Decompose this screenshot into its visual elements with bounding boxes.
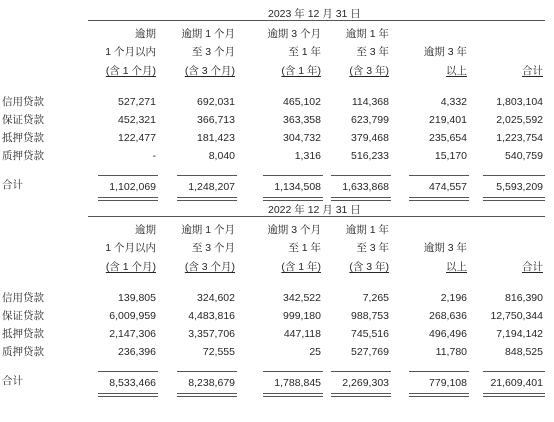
total-double-rule	[263, 393, 323, 394]
table-cell: 219,401	[429, 114, 467, 126]
total-cell: 1,134,508	[274, 181, 321, 193]
table-cell: 1,316	[294, 150, 321, 162]
column-header: (含 3 个月)	[184, 65, 235, 77]
table-cell: 235,654	[429, 132, 467, 144]
column-header: 至 1 年	[288, 242, 321, 254]
column-header: 逾期 1 个月	[181, 28, 235, 40]
total-cell: 8,238,679	[188, 377, 235, 389]
total-double-rule	[98, 393, 158, 394]
total-cell: 5,593,209	[496, 181, 543, 193]
total-cell: 8,533,466	[109, 377, 156, 389]
table-cell: 122,477	[118, 132, 156, 144]
column-header: (含 3 年)	[349, 261, 389, 273]
column-header: (含 1 个月)	[105, 261, 156, 273]
total-top-rule	[177, 175, 237, 176]
total-double-rule	[483, 393, 545, 394]
total-double-rule	[177, 393, 237, 394]
total-double-rule	[409, 396, 469, 397]
total-cell: 21,609,401	[490, 377, 543, 389]
table-block	[0, 0, 554, 196]
column-header: (含 1 个月)	[105, 65, 156, 77]
table-cell: 379,468	[351, 132, 389, 144]
row-label: 质押贷款	[2, 346, 44, 358]
table-cell: 7,265	[362, 292, 389, 304]
total-top-rule	[331, 175, 391, 176]
column-header: 逾期 3 年	[423, 46, 467, 58]
table-cell: 8,040	[208, 150, 235, 162]
table-cell: 988,753	[351, 310, 389, 322]
total-top-rule	[483, 175, 545, 176]
column-header: (含 1 年)	[281, 261, 321, 273]
column-header: 至 3 年	[356, 242, 389, 254]
total-top-rule	[263, 371, 323, 372]
table-cell: 366,713	[197, 114, 235, 126]
total-top-rule	[409, 371, 469, 372]
table-cell: 114,368	[351, 96, 389, 108]
table-cell: 527,271	[118, 96, 156, 108]
table-cell: 516,233	[351, 150, 389, 162]
table-cell: 848,525	[505, 346, 543, 358]
table-cell: 447,118	[283, 328, 321, 340]
table-cell: 7,194,142	[496, 328, 543, 340]
total-double-rule	[483, 396, 545, 397]
column-header: 逾期	[135, 28, 156, 40]
table-cell: 324,602	[197, 292, 235, 304]
table-cell: 6,009,959	[109, 310, 156, 322]
table-cell: 2,147,306	[109, 328, 156, 340]
column-header: 合计	[522, 65, 543, 77]
column-header: 合计	[522, 261, 543, 273]
total-label: 合计	[2, 375, 23, 387]
table-cell: 236,396	[118, 346, 156, 358]
row-label: 保证贷款	[2, 114, 44, 126]
table-cell: 72,555	[202, 346, 235, 358]
table-cell: 816,390	[505, 292, 543, 304]
total-double-rule	[331, 393, 391, 394]
table-cell: 2,025,592	[496, 114, 543, 126]
table-block	[0, 196, 554, 392]
total-cell: 2,269,303	[342, 377, 389, 389]
table-cell: 745,516	[351, 328, 389, 340]
total-double-rule	[263, 396, 323, 397]
total-top-rule	[177, 371, 237, 372]
total-top-rule	[331, 371, 391, 372]
column-header: 逾期	[135, 224, 156, 236]
table-cell: 623,799	[351, 114, 389, 126]
table-cell: 268,636	[429, 310, 467, 322]
period-title: 2022 年 12 月 31 日	[268, 204, 361, 216]
table-cell: 12,750,344	[490, 310, 543, 322]
total-top-rule	[483, 371, 545, 372]
table-cell: 465,102	[283, 96, 321, 108]
column-header: 以上	[446, 65, 467, 77]
column-header: 逾期 3 个月	[267, 224, 321, 236]
table-cell: 4,332	[440, 96, 467, 108]
column-header: 至 3 年	[356, 46, 389, 58]
row-label: 抵押贷款	[2, 132, 44, 144]
column-header: 至 1 年	[288, 46, 321, 58]
table-cell: 181,423	[197, 132, 235, 144]
column-header: 1 个月以内	[105, 46, 156, 58]
table-cell: 1,803,104	[496, 96, 543, 108]
column-header: (含 1 年)	[281, 65, 321, 77]
row-label: 保证贷款	[2, 310, 44, 322]
table-cell: 25	[309, 346, 321, 358]
period-title: 2023 年 12 月 31 日	[268, 8, 361, 20]
table-cell: 452,321	[118, 114, 156, 126]
column-header: 至 3 个月	[191, 46, 235, 58]
column-header: 逾期 1 个月	[181, 224, 235, 236]
table-cell: 2,196	[440, 292, 467, 304]
header-rule	[88, 20, 545, 21]
row-label: 信用贷款	[2, 292, 44, 304]
table-cell: -	[152, 150, 156, 162]
total-cell: 1,248,207	[188, 181, 235, 193]
table-cell: 4,483,816	[188, 310, 235, 322]
table-cell: 999,180	[283, 310, 321, 322]
total-cell: 779,108	[429, 377, 467, 389]
total-top-rule	[98, 175, 158, 176]
total-top-rule	[263, 175, 323, 176]
header-rule	[88, 216, 545, 217]
table-cell: 527,769	[351, 346, 389, 358]
column-header: (含 3 个月)	[184, 261, 235, 273]
table-cell: 692,031	[197, 96, 235, 108]
table-cell: 15,170	[434, 150, 467, 162]
total-double-rule	[331, 396, 391, 397]
column-header: 1 个月以内	[105, 242, 156, 254]
column-header: 逾期 1 年	[345, 224, 389, 236]
table-cell: 496,496	[429, 328, 467, 340]
column-header: 至 3 个月	[191, 242, 235, 254]
total-label: 合计	[2, 179, 23, 191]
total-double-rule	[409, 393, 469, 394]
column-header: 逾期 3 年	[423, 242, 467, 254]
total-cell: 474,557	[429, 181, 467, 193]
table-cell: 139,805	[118, 292, 156, 304]
total-double-rule	[98, 396, 158, 397]
row-label: 抵押贷款	[2, 328, 44, 340]
total-cell: 1,102,069	[109, 181, 156, 193]
table-cell: 304,732	[283, 132, 321, 144]
row-label: 信用贷款	[2, 96, 44, 108]
total-double-rule	[177, 396, 237, 397]
table-cell: 1,223,754	[496, 132, 543, 144]
table-cell: 11,780	[435, 346, 467, 358]
row-label: 质押贷款	[2, 150, 44, 162]
column-header: 以上	[446, 261, 467, 273]
column-header: (含 3 年)	[349, 65, 389, 77]
table-cell: 3,357,706	[188, 328, 235, 340]
table-cell: 363,358	[283, 114, 321, 126]
table-cell: 540,759	[505, 150, 543, 162]
total-top-rule	[409, 175, 469, 176]
table-cell: 342,522	[283, 292, 321, 304]
total-cell: 1,633,868	[342, 181, 389, 193]
total-top-rule	[98, 371, 158, 372]
column-header: 逾期 3 个月	[267, 28, 321, 40]
total-cell: 1,788,845	[274, 377, 321, 389]
column-header: 逾期 1 年	[345, 28, 389, 40]
